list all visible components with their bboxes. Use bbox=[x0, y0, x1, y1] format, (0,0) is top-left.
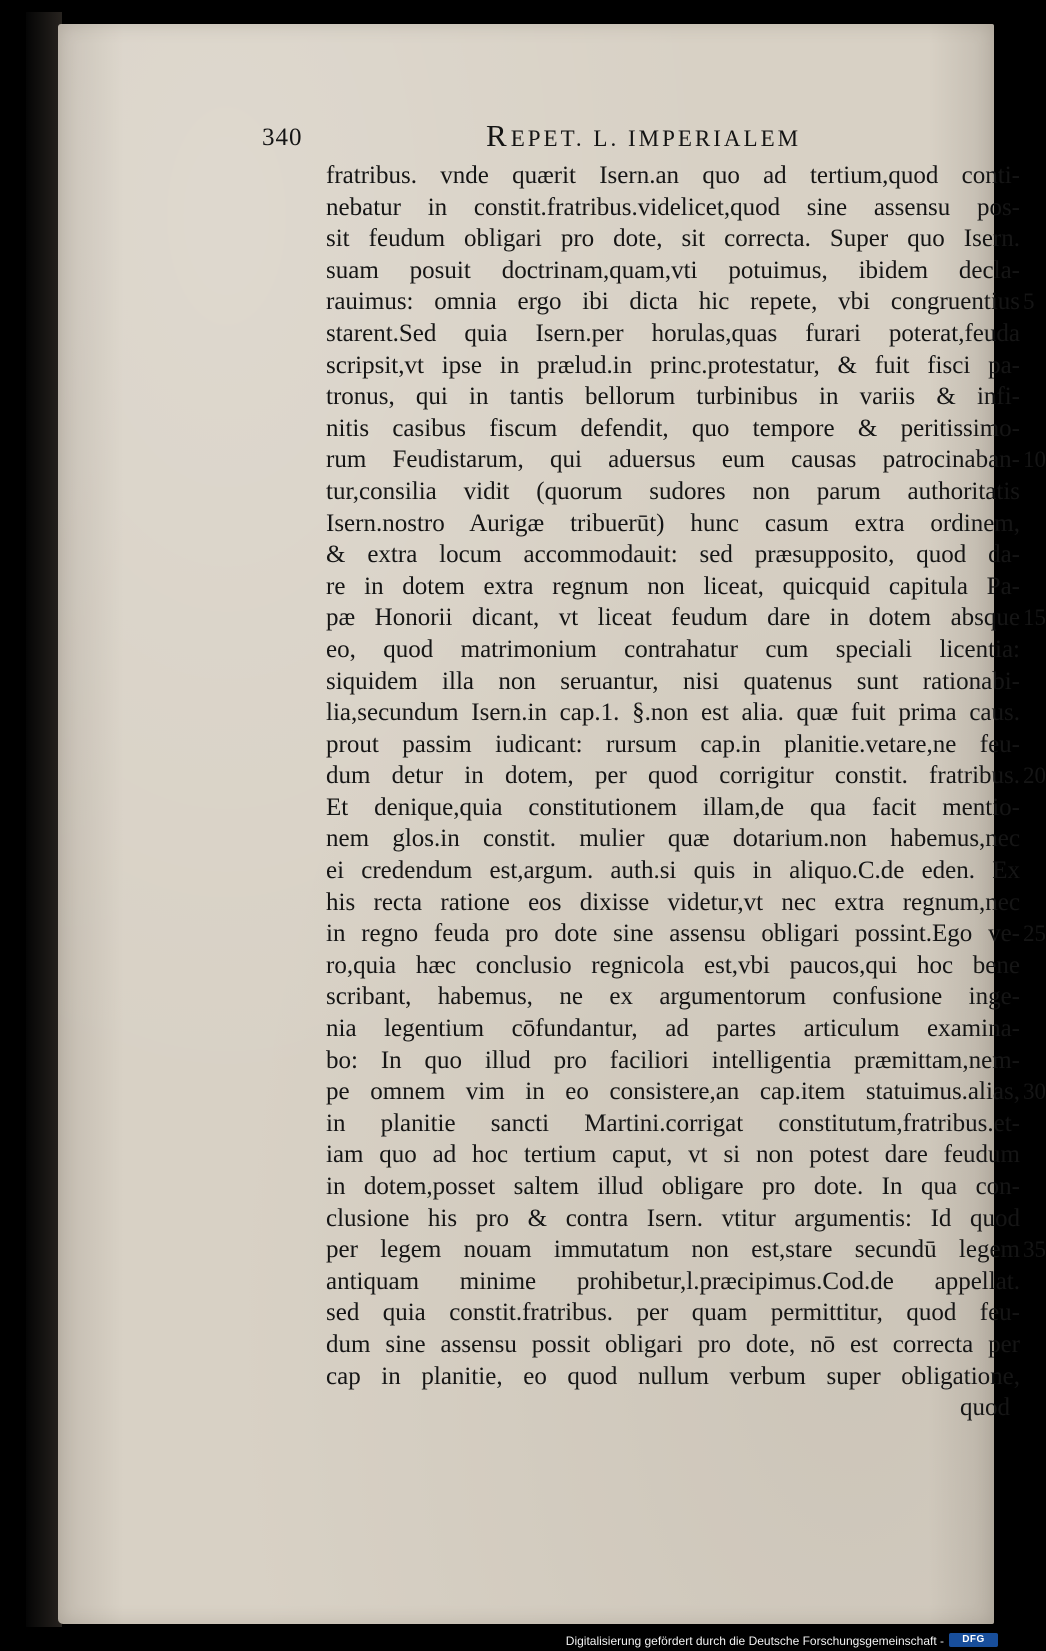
text-line: his recta ratione eos dixisse videtur,vt nec extra regnum,nec bbox=[326, 888, 1020, 916]
text-line: in planitie sancti Martini.corrigat constitutum,fratribus.et- bbox=[326, 1109, 1020, 1137]
text-line: dum sine assensu possit obligari pro dote, nō est correcta per bbox=[326, 1330, 1020, 1358]
binding-shadow bbox=[26, 12, 62, 1627]
text-line: in dotem,posset saltem illud obligare pro dote. In qua con- bbox=[326, 1173, 1020, 1200]
book-page bbox=[58, 24, 1046, 1624]
text-line: rum Feudistarum, qui aduersus eum causas patrocinaban- bbox=[326, 446, 1020, 474]
text-line: tronus, qui in tantis bellorum turbinibus in variis & infi- bbox=[326, 383, 1020, 411]
text-line: tur,consilia vidit (quorum sudores non parum authoritatis bbox=[326, 477, 1020, 505]
text-line: antiquam minime prohibetur,l.præcipimus.Cod.de appellat. bbox=[326, 1267, 1020, 1295]
text-line: siquidem illa non seruantur, nisi quatenus sunt rationabi- bbox=[326, 667, 1020, 695]
text-line: & extra locum accommodauit: sed præsupposito, quod da- bbox=[326, 541, 1020, 569]
dfg-badge: DFG bbox=[949, 1633, 998, 1647]
text-line: cap in planitie, eo quod nullum verbum super obligatione, bbox=[326, 1362, 1020, 1390]
text-line: clusione his pro & contra Isern. vtitur argumentis: Id quod bbox=[326, 1204, 1020, 1232]
text-line: pæ Honorii dicant, vt liceat feudum dare in dotem absque bbox=[326, 604, 1020, 632]
line-number: 5 bbox=[1023, 289, 1035, 315]
text-line: per legem nouam immutatum non est,stare secundū legem bbox=[326, 1236, 1020, 1264]
text-line: sit feudum obligari pro dote, sit correcta. Super quo Isern. bbox=[326, 225, 1020, 253]
page-number: 340 bbox=[262, 124, 303, 151]
text-line: starent.Sed quia Isern.per horulas,quas furari poterat,feuda bbox=[326, 319, 1020, 347]
line-number: 25 bbox=[1023, 921, 1046, 947]
text-line: iam quo ad hoc tertium caput, vt si non potest dare feudum bbox=[326, 1141, 1020, 1169]
text-line: suam posuit doctrinam,quam,vti potuimus, ibidem decla- bbox=[326, 256, 1020, 284]
text-line: Isern.nostro Aurigæ tribuerūt) hunc casum extra ordinem, bbox=[326, 509, 1020, 537]
text-line: Et denique,quia constitutionem illam,de qua facit mentio- bbox=[326, 793, 1020, 821]
text-line: nitis casibus fiscum defendit, quo tempore & peritissimo- bbox=[326, 414, 1020, 442]
text-line: re in dotem extra regnum non liceat, quicquid capitula Pa- bbox=[326, 572, 1020, 600]
footer-credit: Digitalisierung gefördert durch die Deutsche Forschungsgemeinschaft - bbox=[565, 1634, 944, 1648]
text-line: ro,quia hæc conclusio regnicola est,vbi paucos,qui hoc bene bbox=[326, 951, 1020, 979]
text-line: bo: In quo illud pro faciliori intelligentia præmittam,nem- bbox=[326, 1046, 1020, 1074]
running-head bbox=[486, 118, 801, 154]
line-number: 20 bbox=[1023, 763, 1046, 789]
text-block bbox=[326, 160, 1020, 1424]
text-line: quod bbox=[960, 1394, 1010, 1422]
text-line: rauimus: omnia ergo ibi dicta hic repete, vbi congruentius bbox=[326, 288, 1020, 316]
line-number: 10 bbox=[1023, 447, 1046, 473]
text-line: scripsit,vt ipse in prælud.in princ.protestatur, & fuit fisci pa- bbox=[326, 351, 1020, 379]
text-line: fratribus. vnde quærit Isern.an quo ad tertium,quod conti- bbox=[326, 162, 1020, 189]
text-line: in regno feuda pro dote sine assensu obligari possint.Ego ve- bbox=[326, 920, 1020, 948]
running-head-text: EPET. L. IMPERIALEM bbox=[510, 126, 802, 151]
text-line: scribant, habemus, ne ex argumentorum confusione inge- bbox=[326, 983, 1020, 1011]
line-number: 35 bbox=[1023, 1237, 1046, 1263]
running-head-initial: R bbox=[486, 118, 511, 153]
line-number: 30 bbox=[1023, 1079, 1046, 1105]
text-line: ei credendum est,argum. auth.si quis in aliquo.C.de eden. Ex bbox=[326, 857, 1020, 885]
text-line: prout passim iudicant: rursum cap.in planitie.vetare,ne feu- bbox=[326, 730, 1020, 758]
text-line: sed quia constit.fratribus. per quam permittitur, quod feu- bbox=[326, 1299, 1020, 1327]
text-line: dum detur in dotem, per quod corrigitur constit. fratribus. bbox=[326, 762, 1020, 790]
text-line: nem glos.in constit. mulier quæ dotarium.non habemus,nec bbox=[326, 825, 1020, 853]
line-number: 15 bbox=[1023, 605, 1046, 631]
text-line: eo, quod matrimonium contrahatur cum speciali licentia: bbox=[326, 635, 1020, 663]
text-line: nebatur in constit.fratribus.videlicet,quod sine assensu pos- bbox=[326, 193, 1020, 221]
text-line: nia legentium cōfundantur, ad partes articulum examina- bbox=[326, 1015, 1020, 1043]
text-line: pe omnem vim in eo consistere,an cap.item statuimus.alias, bbox=[326, 1078, 1020, 1106]
text-line: lia,secundum Isern.in cap.1. §.non est alia. quæ fuit prima caus. bbox=[326, 699, 1020, 727]
